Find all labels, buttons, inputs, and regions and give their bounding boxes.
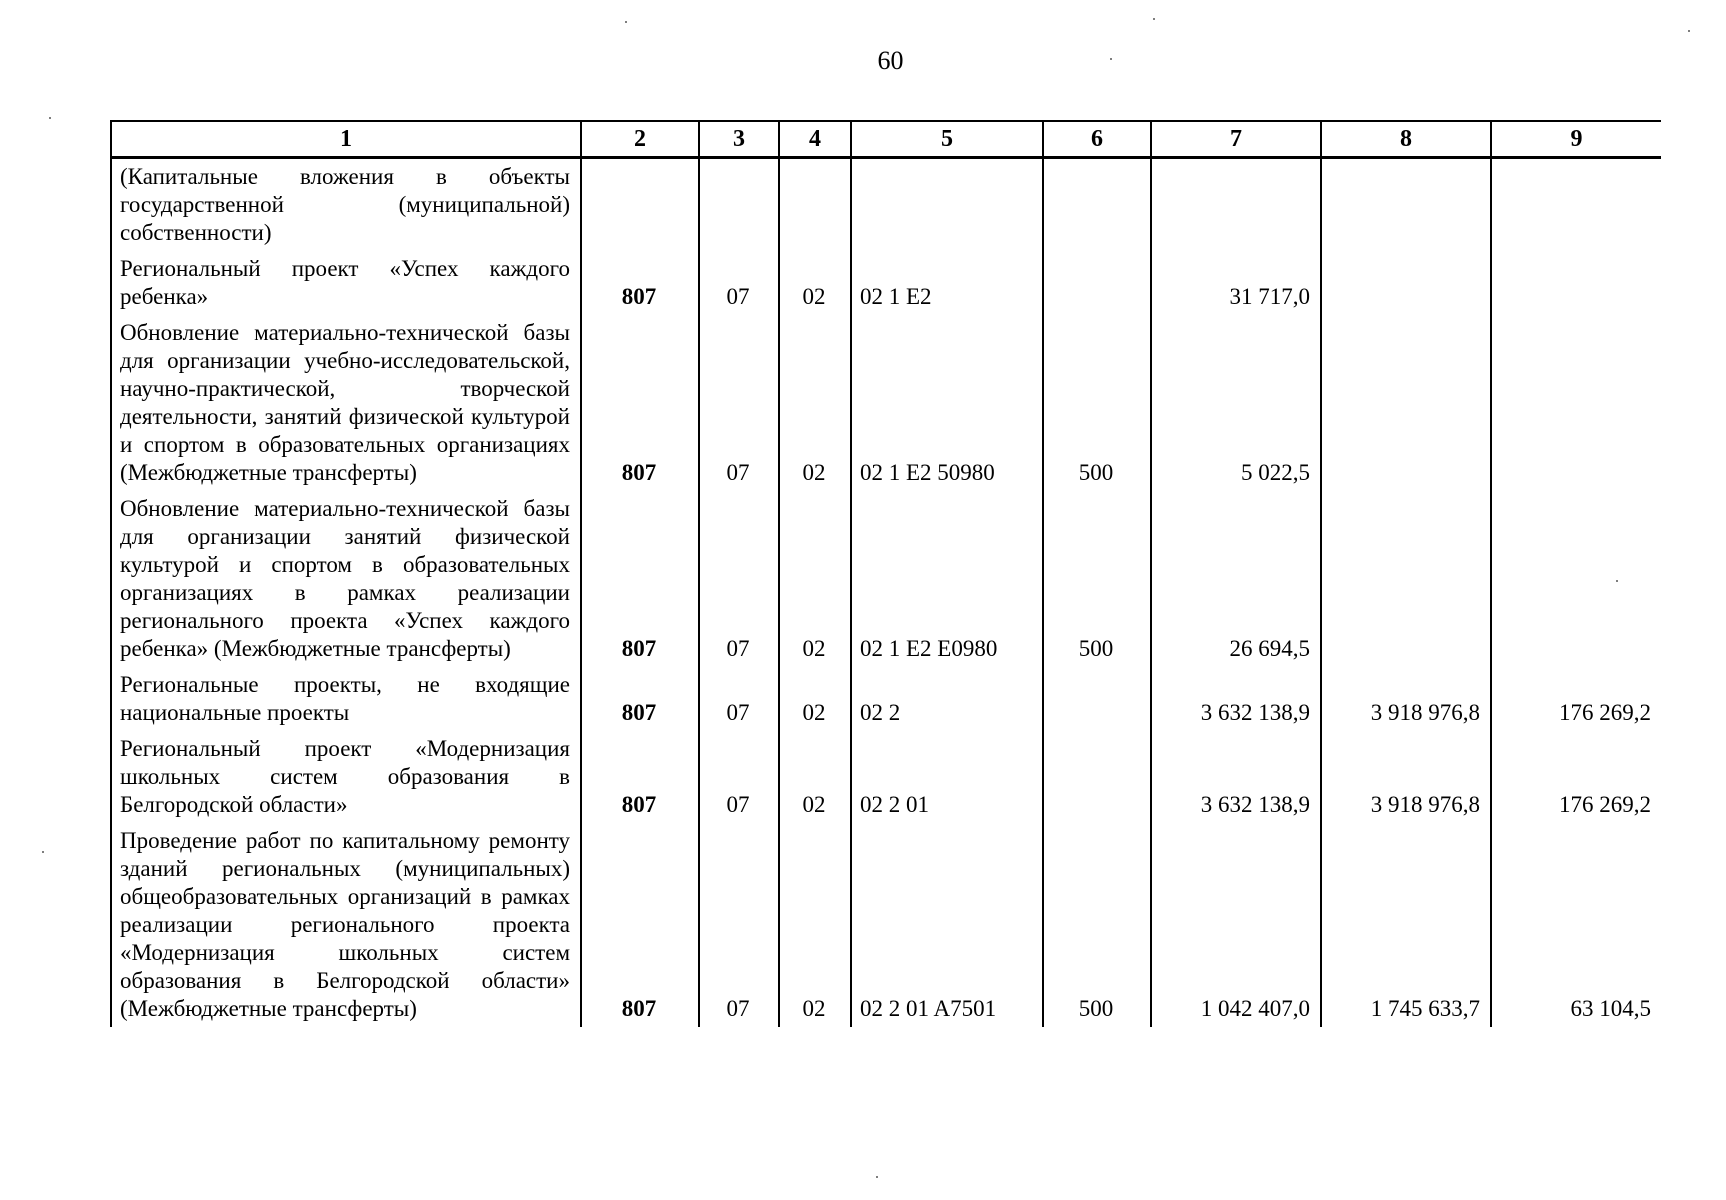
cell-col3: 07 — [699, 823, 779, 1027]
cell-col9 — [1491, 491, 1661, 667]
header-cell-1: 1 — [111, 121, 581, 158]
scan-speck — [1110, 58, 1112, 60]
cell-col9 — [1491, 158, 1661, 252]
cell-col5 — [851, 158, 1043, 252]
cell-col6: 500 — [1043, 491, 1151, 667]
row-name: Обновление материально-технической базы для организации учебно-исследовательской, научно-практической, творческой деятельности, занятий физической культурой и спортом в образовательных организациях (Межбюджетные трансферты) — [111, 315, 581, 491]
budget-table-container — [110, 120, 1661, 1108]
cell-col2: 807 — [581, 731, 699, 823]
cell-col7: 31 717,0 — [1151, 251, 1321, 315]
cell-col3 — [699, 158, 779, 252]
cell-col2: 807 — [581, 491, 699, 667]
cell-col4: 02 — [779, 823, 851, 1027]
cell-col5: 02 2 01 A7501 — [851, 823, 1043, 1027]
header-cell-4: 4 — [779, 121, 851, 158]
cell-col2: 807 — [581, 823, 699, 1027]
cell-col3: 07 — [699, 667, 779, 731]
cell-col8: 1 745 633,7 — [1321, 823, 1491, 1027]
table-row — [111, 731, 1661, 823]
cell-col8 — [1321, 491, 1491, 667]
header-cell-8: 8 — [1321, 121, 1491, 158]
table-row — [111, 158, 1661, 252]
cell-col2: 807 — [581, 667, 699, 731]
page-number: 60 — [877, 46, 904, 75]
cell-col7: 26 694,5 — [1151, 491, 1321, 667]
cell-col8 — [1321, 251, 1491, 315]
cell-col8 — [1321, 158, 1491, 252]
header-cell-7: 7 — [1151, 121, 1321, 158]
cell-col6: 500 — [1043, 315, 1151, 491]
cell-col5: 02 2 01 — [851, 731, 1043, 823]
budget-table — [110, 120, 1661, 1027]
table-row — [111, 315, 1661, 491]
cell-col6 — [1043, 251, 1151, 315]
cell-col5: 02 1 E2 50980 — [851, 315, 1043, 491]
cell-col4: 02 — [779, 251, 851, 315]
cell-col4: 02 — [779, 491, 851, 667]
header-row — [111, 121, 1661, 158]
scan-speck — [42, 851, 44, 853]
row-name: Проведение работ по капитальному ремонту зданий региональных (муниципальных) общеобразовательных организаций в рамках реализации регионального проекта «Модернизация школьных систем образования в Белгородской области» (Межбюджетные трансферты) — [111, 823, 581, 1027]
cell-col3: 07 — [699, 491, 779, 667]
cell-col4: 02 — [779, 667, 851, 731]
cell-col5: 02 2 — [851, 667, 1043, 731]
row-name: Обновление материально-технической базы для организации занятий физической культурой и спортом в образовательных организациях в рамках реализации регионального проекта «Успех каждого ребенка» (Межбюджетные трансферты) — [111, 491, 581, 667]
cell-col3: 07 — [699, 731, 779, 823]
cell-col5: 02 1 E2 — [851, 251, 1043, 315]
cell-col7: 5 022,5 — [1151, 315, 1321, 491]
table-row — [111, 251, 1661, 315]
row-name: Региональные проекты, не входящие национальные проекты — [111, 667, 581, 731]
cell-col8: 3 918 976,8 — [1321, 731, 1491, 823]
cell-col2: 807 — [581, 315, 699, 491]
table-row — [111, 491, 1661, 667]
cell-col4: 02 — [779, 315, 851, 491]
cell-col8 — [1321, 315, 1491, 491]
cell-col6 — [1043, 667, 1151, 731]
cell-col2 — [581, 158, 699, 252]
header-cell-9: 9 — [1491, 121, 1661, 158]
table-row — [111, 667, 1661, 731]
cell-col8: 3 918 976,8 — [1321, 667, 1491, 731]
cell-col7: 3 632 138,9 — [1151, 731, 1321, 823]
scan-speck — [625, 21, 627, 23]
cell-col7: 3 632 138,9 — [1151, 667, 1321, 731]
header-cell-3: 3 — [699, 121, 779, 158]
header-cell-2: 2 — [581, 121, 699, 158]
scan-speck — [876, 1176, 878, 1178]
row-name: Региональный проект «Успех каждого ребенка» — [111, 251, 581, 315]
cell-col6: 500 — [1043, 823, 1151, 1027]
cell-col4: 02 — [779, 731, 851, 823]
cell-col9: 176 269,2 — [1491, 731, 1661, 823]
cell-col4 — [779, 158, 851, 252]
scan-speck — [49, 117, 51, 119]
row-name: (Капитальные вложения в объекты государственной (муниципальной) собственности) — [111, 158, 581, 252]
cell-col3: 07 — [699, 315, 779, 491]
scan-speck — [1153, 18, 1155, 20]
cell-col2: 807 — [581, 251, 699, 315]
cell-col5: 02 1 E2 E0980 — [851, 491, 1043, 667]
cell-col6 — [1043, 731, 1151, 823]
cell-col9: 63 104,5 — [1491, 823, 1661, 1027]
cell-col6 — [1043, 158, 1151, 252]
row-name: Региональный проект «Модернизация школьных систем образования в Белгородской области» — [111, 731, 581, 823]
header-cell-6: 6 — [1043, 121, 1151, 158]
cell-col3: 07 — [699, 251, 779, 315]
cell-col9: 176 269,2 — [1491, 667, 1661, 731]
scan-speck — [1688, 30, 1690, 32]
table-row — [111, 823, 1661, 1027]
cell-col7: 1 042 407,0 — [1151, 823, 1321, 1027]
header-cell-5: 5 — [851, 121, 1043, 158]
cell-col9 — [1491, 251, 1661, 315]
cell-col7 — [1151, 158, 1321, 252]
cell-col9 — [1491, 315, 1661, 491]
